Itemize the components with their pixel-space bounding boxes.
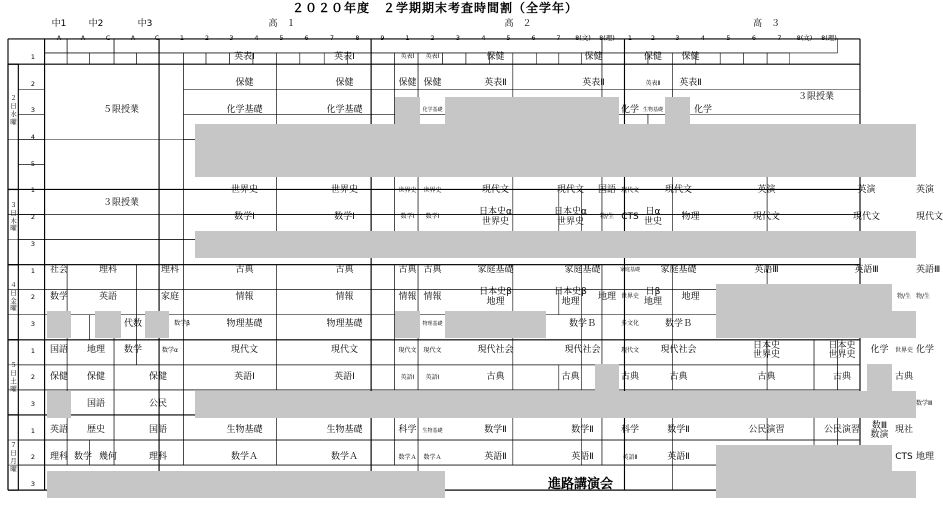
table-cell: 家庭基礎: [660, 265, 697, 276]
cell-text-line: 数演: [870, 430, 889, 441]
table-cell: [595, 364, 619, 391]
period-15: 2: [30, 453, 36, 462]
cell-text-line: 日本史β: [479, 287, 512, 298]
period-11: 1: [30, 346, 36, 355]
header-class-14: 1: [405, 33, 410, 42]
table-cell: 数学: [73, 452, 92, 463]
table-cell: 古典: [423, 265, 442, 276]
cell-text-line: ７: [10, 441, 17, 450]
cell-text-line: 日本史β: [554, 287, 587, 298]
table-cell: [716, 311, 916, 338]
table-cell: 数学α: [162, 346, 178, 354]
table-cell: 英表Ⅰ: [400, 53, 415, 61]
table-cell: [817, 338, 867, 365]
cell-text-line: 世史: [643, 216, 662, 227]
header-class-8: 4: [254, 33, 259, 42]
table-cell: [546, 284, 595, 311]
table-cell: 世界史: [230, 185, 258, 196]
table-cell: [294, 124, 395, 177]
table-cell: 古典: [669, 372, 688, 383]
table-cell: 数学β: [174, 320, 190, 328]
table-cell: 物理基礎: [326, 318, 363, 329]
header-class-22: 8(理): [599, 33, 615, 42]
table-cell: [716, 338, 817, 365]
table-cell: [47, 471, 445, 498]
cell-text-line: 曜: [10, 304, 17, 313]
table-cell: ３限授業: [797, 91, 834, 102]
table-cell: 家庭基礎: [477, 265, 514, 276]
table-cell: 現代文: [556, 185, 584, 196]
table-cell: [546, 204, 595, 231]
table-cell: 現代文: [481, 185, 509, 196]
table-cell: [195, 231, 916, 258]
header-class-16: 3: [455, 33, 461, 42]
table-cell: 進路講演会: [547, 476, 613, 492]
table-cell: 世界史: [894, 346, 913, 354]
table-cell: 数学Ⅰ: [425, 213, 440, 221]
cell-text-line: ４: [10, 281, 17, 290]
table-cell: 生物基礎: [642, 107, 663, 114]
header-class-20: 7: [556, 33, 561, 42]
table-cell: 生物基礎: [226, 425, 263, 436]
table-cell: 化学基礎: [226, 105, 263, 116]
table-cell: [395, 124, 420, 177]
table-cell: 現代文: [664, 185, 692, 196]
table-cell: 英語Ⅱ: [571, 452, 594, 463]
header-class-11: 7: [329, 33, 335, 42]
table-cell: [47, 231, 195, 258]
table-cell: 数学Ⅰ: [334, 211, 355, 222]
header-class-25: 3: [675, 33, 680, 42]
table-cell: [445, 204, 546, 231]
header-class-4: C: [154, 33, 160, 42]
table-cell: [395, 97, 420, 124]
period-13: 3: [30, 400, 36, 409]
header-grade-0: 中1: [51, 18, 67, 29]
period-16: 3: [30, 480, 36, 489]
table-cell: 英語Ⅱ: [667, 452, 690, 463]
cell-text-line: 日: [10, 368, 17, 377]
table-cell: 古典: [486, 372, 505, 383]
cell-text-line: 月: [10, 456, 17, 465]
header-grade-4: 高 ２: [504, 18, 532, 29]
table-cell: 情報: [423, 291, 442, 302]
table-cell: 古典: [335, 265, 354, 276]
cell-text-line: 曜: [10, 464, 17, 473]
table-cell: [445, 124, 546, 177]
table-cell: 家庭基礎: [564, 265, 601, 276]
table-cell: 保健: [584, 51, 603, 62]
table-cell: 保健: [49, 372, 68, 383]
table-cell: 幾何: [98, 452, 117, 463]
table-cell: 英語Ⅰ: [425, 373, 440, 381]
table-cell: CTS: [621, 211, 639, 222]
table-cell: 地理: [916, 452, 935, 463]
table-cell: [817, 124, 916, 177]
header-class-9: 5: [279, 33, 284, 42]
table-cell: [716, 471, 916, 498]
table-cell: 現代文: [230, 345, 258, 356]
table-cell: 英表Ⅱ: [484, 78, 507, 89]
table-cell: 英表Ⅰ: [334, 51, 355, 62]
table-cell: 地理: [681, 291, 700, 302]
table-cell: 情報: [335, 291, 354, 302]
table-cell: 現代文: [330, 345, 358, 356]
table-cell: 古典: [894, 372, 913, 383]
table-cell: [641, 204, 665, 231]
cell-text-line: 日本史α: [479, 207, 512, 218]
table-cell: 物/生: [896, 293, 912, 301]
table-cell: 物/生: [916, 293, 931, 301]
table-cell: [867, 445, 892, 472]
cell-text-line: 日本史: [752, 340, 780, 351]
header-class-29: 7: [777, 33, 782, 42]
table-cell: 世界史: [398, 186, 417, 194]
table-cell: 世界史: [423, 186, 442, 194]
period-6: 2: [30, 213, 36, 222]
table-cell: [395, 311, 420, 338]
table-cell: 古典: [561, 372, 580, 383]
header-class-17: 4: [481, 33, 486, 42]
cell-text-line: 日: [10, 101, 17, 110]
cell-text-line: ３: [10, 200, 17, 209]
table-cell: 国語: [597, 185, 616, 196]
table-cell: 数学Ⅱ: [571, 425, 594, 436]
cell-text-line: 世界史: [556, 216, 584, 227]
period-4: 5: [30, 159, 36, 168]
header-class-0: A: [56, 33, 62, 42]
cell-text-line: 日本史α: [554, 207, 587, 218]
table-cell: 物/生: [599, 213, 615, 221]
cell-text-line: 世界史: [828, 350, 856, 361]
table-cell: 数学Ａ: [423, 453, 442, 461]
table-cell: 現代文: [423, 346, 442, 354]
table-cell: 数学Ｂ: [664, 318, 692, 329]
table-cell: 公民: [148, 398, 167, 409]
table-cell: 地理: [597, 291, 616, 302]
table-cell: 家庭: [160, 291, 179, 302]
cell-text-line: 水: [10, 109, 17, 118]
cell-text-line: 数Ⅲ: [871, 420, 888, 431]
cell-text-line: 日: [10, 449, 17, 458]
table-cell: 世界史: [330, 185, 358, 196]
table-cell: [665, 97, 690, 124]
table-cell: 英語Ⅲ: [916, 265, 941, 276]
cell-text-line: 地理: [561, 296, 580, 307]
header-class-19: 6: [531, 33, 536, 42]
table-cell: 英語Ⅲ: [754, 265, 779, 276]
header-class-3: A: [130, 33, 136, 42]
table-cell: 歴史: [86, 425, 105, 436]
table-cell: 英語: [49, 425, 68, 436]
header-grade-2: 中3: [137, 18, 153, 29]
header-class-1: A: [80, 33, 86, 42]
table-cell: [71, 311, 95, 338]
table-cell: [445, 97, 619, 124]
table-cell: [47, 391, 71, 418]
table-cell: CTS: [895, 452, 913, 463]
table-cell: 保健: [643, 51, 662, 62]
table-cell: [420, 124, 445, 177]
table-cell: 数学Ａ: [330, 452, 358, 463]
header-class-12: 8: [355, 33, 360, 42]
period-9: 2: [30, 293, 36, 302]
table-cell: 数学Ａ: [230, 452, 258, 463]
table-cell: 数学Ⅱ: [667, 425, 690, 436]
table-cell: 物理基礎: [226, 318, 263, 329]
table-cell: 物理: [681, 211, 700, 222]
table-cell: 理科: [49, 452, 68, 463]
header-class-23: 1: [627, 33, 633, 42]
table-cell: 英表Ⅰ: [234, 51, 255, 62]
cell-text-line: 日: [10, 208, 17, 217]
header-class-24: 2: [650, 33, 656, 42]
table-cell: 社会: [49, 265, 68, 276]
table-cell: [867, 418, 892, 445]
table-cell: 英語Ⅰ: [400, 373, 415, 381]
table-cell: 情報: [235, 291, 254, 302]
header-class-10: 6: [304, 33, 309, 42]
table-cell: [641, 284, 665, 311]
cell-text-line: 地理: [486, 296, 505, 307]
table-cell: 現代社会: [660, 345, 697, 356]
table-cell: 化学: [916, 345, 935, 356]
table-cell: 化学: [870, 345, 889, 356]
day-label-1: [8, 178, 19, 258]
table-cell: 英語Ⅱ: [484, 452, 507, 463]
table-cell: 英語Ⅲ: [854, 265, 879, 276]
table-cell: 現代社会: [564, 345, 601, 356]
table-cell: 多文化: [620, 320, 639, 328]
table-cell: 国語: [49, 345, 68, 356]
table-cell: 化学: [693, 105, 712, 116]
header-class-18: 5: [506, 33, 511, 42]
page-title: ２０２０年度 ２学期期末考査時間割（全学年）: [291, 1, 578, 15]
table-cell: 英演: [857, 185, 876, 196]
table-cell: 理科: [98, 265, 117, 276]
header-class-2: C: [105, 33, 111, 42]
cell-text-line: 地理: [643, 296, 662, 307]
period-14: 1: [30, 426, 36, 435]
period-7: 3: [30, 239, 36, 248]
header-grade-1: 中2: [88, 18, 104, 29]
day-label-0: [8, 44, 19, 178]
header-grade-5: 高 ３: [752, 18, 780, 29]
cell-text-line: 木: [10, 216, 17, 225]
header-class-31: 8(理): [821, 33, 837, 42]
table-cell: [195, 124, 294, 177]
period-1: 2: [30, 79, 36, 88]
table-cell: [716, 445, 867, 472]
cell-text-line: 金: [10, 296, 17, 305]
table-cell: 現代社会: [477, 345, 514, 356]
header-grade-3: 高 １: [268, 18, 296, 29]
table-cell: 現代文: [620, 186, 639, 194]
period-12: 2: [30, 373, 36, 382]
day-label-3: [8, 338, 19, 418]
table-cell: [641, 124, 665, 177]
cell-text-line: 世界史: [481, 216, 509, 227]
cell-text-line: 日本史: [828, 340, 856, 351]
table-cell: 化学基礎: [422, 107, 443, 114]
table-cell: 英表Ⅰ: [425, 53, 440, 61]
table-cell: [716, 284, 892, 311]
table-cell: [145, 311, 169, 338]
cell-text-line: 日: [10, 288, 17, 297]
period-0: 1: [30, 52, 36, 61]
table-cell: [867, 364, 892, 391]
table-cell: 数学Ａ: [398, 453, 417, 461]
header-class-7: 3: [229, 33, 234, 42]
day-label-4: [8, 418, 19, 498]
cell-text-line: 日α: [645, 207, 661, 218]
table-cell: 数学Ⅱ: [484, 425, 507, 436]
table-cell: 家庭基礎: [619, 267, 640, 274]
period-8: 1: [30, 266, 36, 275]
table-cell: 生物基礎: [326, 425, 363, 436]
table-cell: 化学: [620, 105, 639, 116]
table-cell: 古典: [235, 265, 254, 276]
table-cell: 古典: [757, 372, 776, 383]
cell-text-line: ５: [10, 361, 17, 370]
table-cell: [47, 311, 71, 338]
header-class-28: 6: [751, 33, 757, 42]
cell-text-line: ２: [10, 94, 17, 103]
table-cell: 科学: [620, 425, 639, 436]
table-cell: 国語: [148, 425, 167, 436]
table-cell: 数学Ⅰ: [400, 213, 415, 221]
header-class-6: 2: [204, 33, 210, 42]
table-cell: 数学Ⅲ: [916, 400, 933, 408]
table-cell: 国語: [86, 398, 105, 409]
table-cell: 英演: [916, 185, 935, 196]
table-cell: 理科: [160, 265, 179, 276]
table-cell: [445, 284, 546, 311]
table-cell: 古典: [832, 372, 851, 383]
table-cell: 現代文: [852, 211, 880, 222]
table-cell: 保健: [681, 51, 700, 62]
table-cell: 代数: [123, 318, 142, 329]
table-cell: 現代文: [398, 346, 417, 354]
header-class-15: 2: [430, 33, 435, 42]
table-cell: 保健: [335, 78, 354, 89]
header-class-26: 4: [700, 33, 706, 42]
table-cell: ５限授業: [102, 105, 139, 116]
table-cell: 英語Ⅱ: [622, 453, 638, 461]
table-cell: 化学基礎: [326, 105, 363, 116]
table-cell: ３限授業: [102, 198, 139, 209]
cell-text-line: 曜: [10, 117, 17, 126]
cell-text-line: 日β: [645, 287, 661, 298]
table-cell: 公民演習: [748, 425, 785, 436]
table-cell: 地理: [86, 345, 105, 356]
table-cell: 保健: [86, 372, 105, 383]
table-cell: 保健: [423, 78, 442, 89]
table-cell: [665, 124, 716, 177]
table-cell: 古典: [398, 265, 417, 276]
table-cell: 英表Ⅱ: [645, 79, 661, 87]
table-cell: 数学: [49, 291, 68, 302]
table-cell: 現代文: [752, 211, 780, 222]
table-cell: 生物基礎: [422, 427, 443, 434]
table-cell: 数学Ⅰ: [234, 211, 255, 222]
period-2: 3: [30, 106, 36, 115]
day-label-2: [8, 258, 19, 338]
cell-text-line: 曜: [10, 384, 17, 393]
table-cell: 保健: [486, 51, 505, 62]
header-class-5: 1: [179, 33, 185, 42]
table-cell: 公民演習: [823, 425, 860, 436]
table-cell: 世界史: [620, 293, 639, 301]
header-class-21: 8(文): [575, 33, 591, 42]
table-cell: 保健: [398, 78, 417, 89]
table-cell: [195, 391, 916, 418]
table-cell: 保健: [235, 78, 254, 89]
table-cell: 英語Ⅰ: [234, 372, 255, 383]
table-cell: 古典: [620, 372, 639, 383]
table-cell: 英表Ⅱ: [582, 78, 605, 89]
period-10: 3: [30, 319, 36, 328]
table-cell: 英語: [98, 291, 117, 302]
header-class-13: 9: [380, 33, 385, 42]
period-3: 4: [30, 133, 36, 142]
table-cell: 物理基礎: [422, 320, 443, 327]
table-cell: 英語Ⅰ: [334, 372, 355, 383]
table-cell: 英表Ⅱ: [679, 78, 702, 89]
table-cell: 理科: [148, 452, 167, 463]
table-cell: [716, 124, 817, 177]
table-cell: 現代文: [916, 211, 943, 222]
table-cell: 科学: [398, 425, 417, 436]
table-cell: 情報: [398, 291, 417, 302]
table-cell: 現社: [894, 425, 913, 436]
table-cell: [95, 311, 121, 338]
table-cell: 保健: [148, 372, 167, 383]
exam-timetable: [8, 17, 943, 498]
header-class-27: 5: [726, 33, 731, 42]
table-cell: 英演: [757, 185, 776, 196]
period-5: 1: [30, 186, 36, 195]
table-cell: 数学: [123, 345, 142, 356]
cell-text-line: 曜: [10, 224, 17, 233]
header-class-30: 8(文): [796, 33, 813, 42]
cell-text-line: 土: [10, 376, 17, 385]
table-cell: 現代文: [620, 346, 639, 354]
table-cell: 数学Ｂ: [568, 318, 596, 329]
table-cell: [445, 311, 546, 338]
table-cell: [546, 124, 641, 177]
cell-text-line: 世界史: [752, 350, 780, 361]
